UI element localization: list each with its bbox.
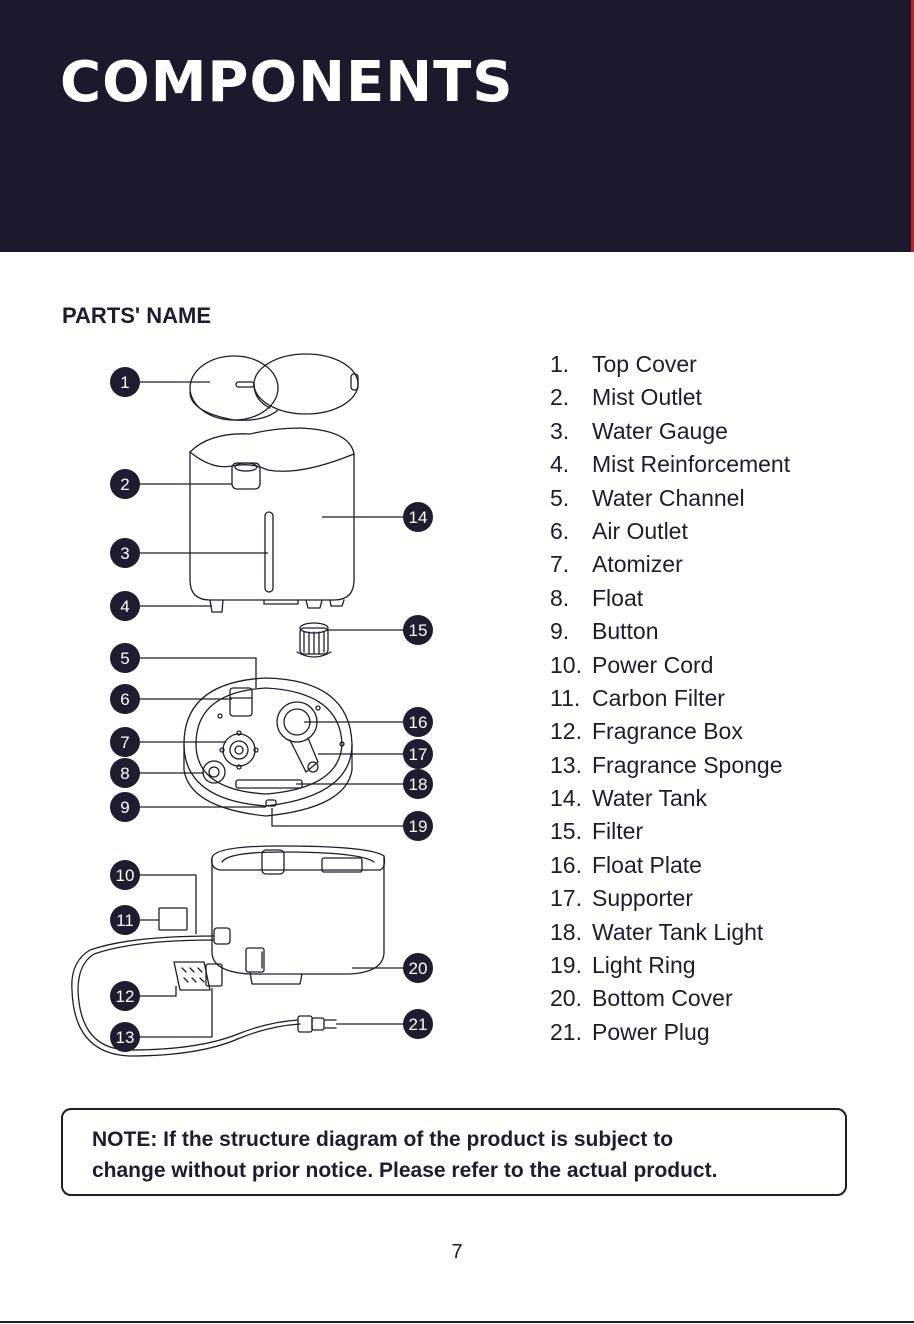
callout-12 [110, 981, 140, 1011]
top-cover-drawing [190, 354, 358, 420]
parts-list-item [550, 782, 790, 815]
callout-9 [110, 792, 140, 822]
part-name: Atomizer [592, 551, 683, 578]
callout-20 [403, 953, 433, 983]
callout-label: 11 [116, 911, 134, 930]
callout-label: 14 [408, 508, 428, 527]
parts-list-item [550, 849, 790, 882]
parts-list-item [550, 615, 790, 648]
parts-list-item [550, 448, 790, 481]
part-number: 11. [550, 684, 581, 711]
parts-list-item [550, 1016, 790, 1049]
part-name: Fragrance Sponge [592, 751, 783, 778]
part-name: Bottom Cover [592, 985, 733, 1012]
callout-label: 17 [408, 745, 428, 764]
callout-8 [110, 758, 140, 788]
note-text [92, 1124, 717, 1186]
callout-10 [110, 860, 140, 890]
callout-label: 19 [408, 817, 428, 836]
parts-list-item [550, 949, 790, 982]
part-number: 9. [550, 618, 570, 645]
part-number: 5. [550, 484, 570, 511]
callout-2 [110, 469, 140, 499]
part-number: 1. [550, 351, 570, 377]
note-box [61, 1108, 847, 1196]
callout-label: 10 [115, 866, 135, 885]
part-number: 4. [550, 451, 570, 478]
callout-label: 4 [120, 597, 130, 616]
parts-list-item [550, 548, 790, 581]
header-banner [0, 0, 914, 252]
parts-list-item [550, 649, 790, 682]
part-name: Air Outlet [592, 517, 688, 544]
callout-label: 12 [115, 987, 135, 1006]
part-name: Power Cord [592, 651, 714, 678]
parts-list-item [550, 482, 790, 515]
part-name: Power Plug [592, 1018, 710, 1045]
carbon-filter-drawing [159, 908, 187, 930]
humidifier-exploded-diagram [0, 340, 460, 1080]
bottom-divider [0, 1321, 914, 1323]
part-number: 3. [550, 417, 570, 444]
part-number: 10. [550, 651, 582, 678]
callout-label: 21 [408, 1015, 428, 1034]
part-number: 20. [550, 985, 582, 1012]
parts-list [550, 348, 790, 1049]
callout-label: 9 [120, 798, 130, 817]
note-line-2: change without prior notice. Please refer to the actual product. [92, 1159, 718, 1182]
part-number: 12. [550, 718, 582, 745]
parts-list-item [550, 882, 790, 915]
callout-11 [110, 905, 140, 935]
parts-list-item [550, 982, 790, 1015]
part-number: 8. [550, 584, 570, 611]
callout-label: 6 [120, 690, 130, 709]
part-name: Water Tank Light [592, 918, 764, 945]
part-name: Carbon Filter [592, 684, 725, 711]
part-number: 14. [550, 785, 582, 812]
part-number: 17. [550, 885, 582, 912]
filter-drawing [297, 623, 331, 657]
parts-list-item [550, 348, 790, 381]
callout-3 [110, 538, 140, 568]
part-name: Mist Reinforcement [592, 451, 791, 478]
part-name: Fragrance Box [592, 718, 743, 745]
parts-list-item [550, 582, 790, 615]
section-title: PARTS' NAME [62, 303, 212, 328]
callout-19 [403, 811, 433, 841]
part-name: Float [592, 584, 644, 611]
callout-13 [110, 1022, 140, 1052]
parts-list-item [550, 916, 790, 949]
part-number: 16. [550, 851, 582, 878]
parts-list-item [550, 715, 790, 748]
callout-7 [110, 727, 140, 757]
water-tank-drawing [190, 428, 354, 612]
part-number: 7. [550, 551, 570, 578]
callout-18 [403, 769, 433, 799]
part-name: Mist Outlet [592, 384, 702, 411]
note-line-1: NOTE: If the structure diagram of the product is subject to [92, 1128, 674, 1151]
part-name: Float Plate [592, 851, 702, 878]
callout-label: 1 [120, 373, 130, 392]
part-name: Water Tank [592, 785, 708, 812]
callout-6 [110, 684, 140, 714]
parts-list-item [550, 815, 790, 848]
leader-lines [139, 382, 404, 1037]
part-number: 6. [550, 517, 570, 544]
callout-label: 2 [120, 475, 130, 494]
callout-14 [403, 502, 433, 532]
callout-label: 18 [408, 775, 428, 794]
callout-label: 3 [120, 544, 130, 563]
part-number: 19. [550, 952, 582, 979]
callout-label: 16 [408, 713, 428, 732]
page-number: 7 [451, 1241, 463, 1263]
part-name: Button [592, 618, 659, 645]
parts-list-item [550, 515, 790, 548]
callout-5 [110, 643, 140, 673]
callout-1 [110, 367, 140, 397]
callout-4 [110, 591, 140, 621]
parts-list-item [550, 381, 790, 414]
callout-label: 13 [115, 1028, 135, 1047]
part-number: 2. [550, 384, 570, 411]
callout-16 [403, 707, 433, 737]
callout-15 [403, 615, 433, 645]
parts-list-item [550, 749, 790, 782]
callout-label: 8 [120, 764, 130, 783]
part-name: Water Channel [592, 484, 745, 511]
part-name: Supporter [592, 885, 694, 912]
part-number: 21. [550, 1018, 582, 1045]
callout-17 [403, 739, 433, 769]
callout-label: 15 [408, 621, 428, 640]
callout-21 [403, 1009, 433, 1039]
part-name: Light Ring [592, 952, 696, 979]
fragrance-box-drawing [174, 962, 222, 990]
callout-label: 7 [120, 733, 130, 752]
part-number: 13. [550, 751, 582, 778]
part-name: Filter [592, 818, 644, 845]
part-name: Water Gauge [592, 417, 728, 444]
callout-label: 20 [408, 959, 428, 978]
page-title: COMPONENTS [60, 50, 514, 115]
part-number: 18. [550, 918, 582, 945]
part-name: Top Cover [592, 351, 697, 377]
callout-label: 5 [120, 649, 130, 668]
part-number: 15. [550, 818, 582, 845]
parts-list-item [550, 682, 790, 715]
parts-list-item [550, 415, 790, 448]
bottom-cover-drawing [212, 846, 385, 984]
